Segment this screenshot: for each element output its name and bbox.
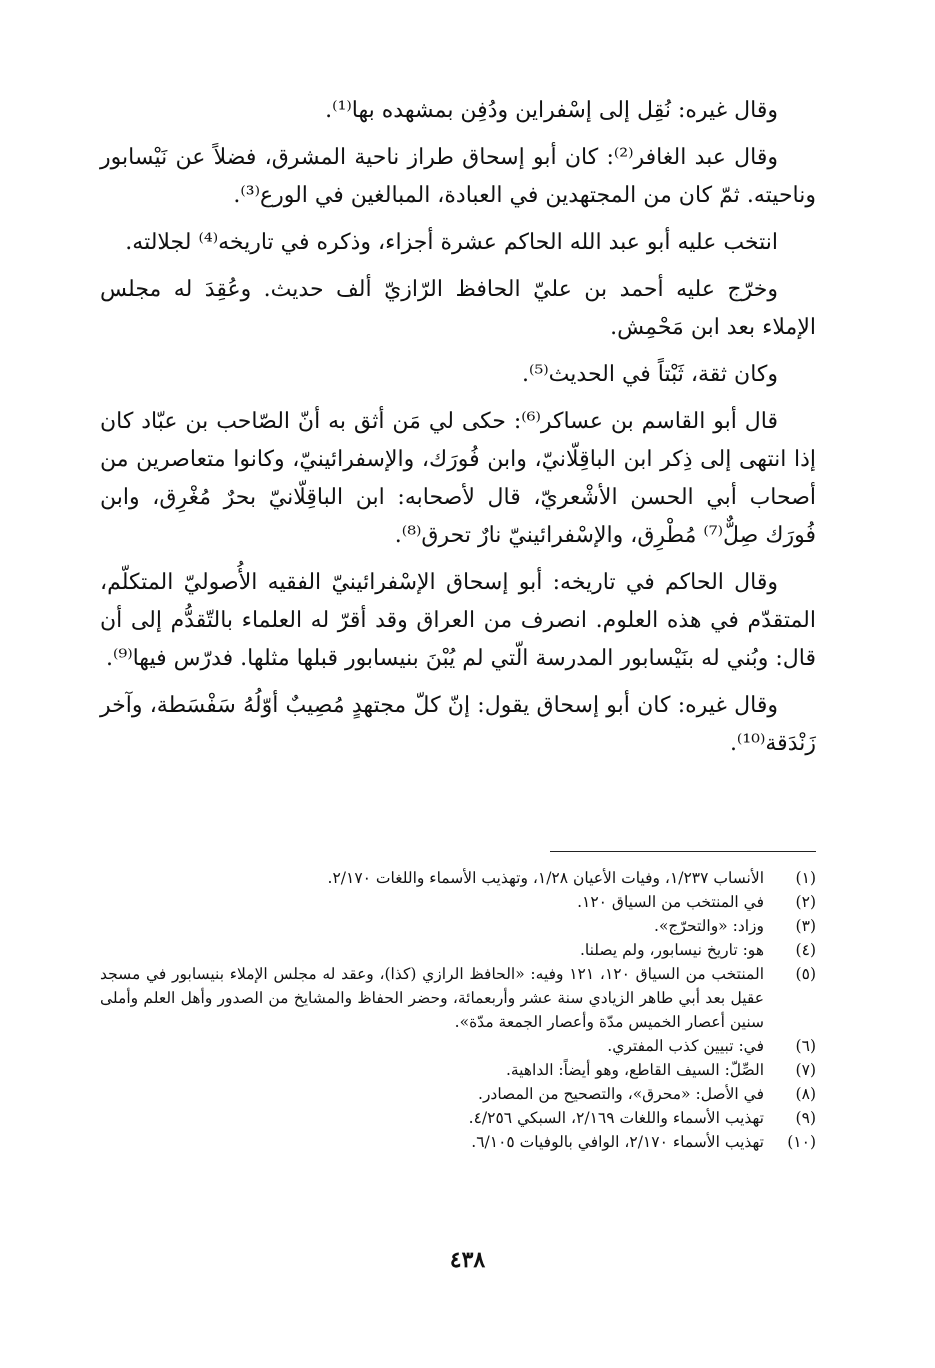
paragraph-3: انتخب عليه أبو عبد الله الحاكم عشرة أجزاء، وذكره في تاريخه⁽⁴⁾ لجلالته. xyxy=(125,230,778,255)
paragraph-7: وقال الحاكم في تاريخه: أبو إسحاق الإسْفرائينيّ الفقيه الأُصوليّ المتكلّم، المتقدّم في هذه العلوم. انصرف من العراق وقد أقرّ له العلماء بالتّقدُّم إلى أن قال: وبُني له بنَيْسابور المدرسة الّتي لم يُبْنَ بنيسابور قبلها مثلها. فدرّس فيها⁽⁹⁾. xyxy=(100,570,816,671)
footnote-text: هو: تاريخ نيسابور، ولم يصلنا. xyxy=(579,941,764,959)
footnote-8 xyxy=(100,1082,816,1106)
footnote-number: (٢) xyxy=(795,893,816,911)
main-text xyxy=(100,92,816,772)
footnote-number: (١) xyxy=(795,869,816,887)
footnote-text: الأنساب ١/٢٣٧، وفيات الأعيان ١/٢٨، وتهذيب الأسماء واللغات ٢/١٧٠. xyxy=(327,869,764,887)
footnote-text: في الأصل: «محرق»، والتصحيح من المصادر. xyxy=(478,1085,764,1103)
footnote-6 xyxy=(100,1034,816,1058)
paragraph-2: وقال عبد الغافر⁽²⁾: كان أبو إسحاق طراز ناحية المشرق، فضلاً عن نَيْسابور وناحيته. ثمّ كان من المجتهدين في العبادة، المبالغين في الورع⁽³⁾. xyxy=(100,145,816,208)
footnote-4 xyxy=(100,938,816,962)
paragraph-6: قال أبو القاسم بن عساكر⁽⁶⁾: حكى لي مَن أثق به أنّ الصّاحب بن عبّاد كان إذا انتهى إلى ذِكر ابن الباقِلّانيّ، وابن فُورَك، والإسفرائينيّ، وكانوا متعاصرين من أصحاب أبي الحسن الأشْعريّ، قال لأصحابه: ابن الباقِلّانيّ بحرٌ مُغْرِق، وابن فُورَك صِلٌّ⁽⁷⁾ مُطْرِق، والإسْفرائينيّ نارٌ تحرق⁽⁸⁾. xyxy=(100,409,816,548)
footnote-2 xyxy=(100,890,816,914)
footnote-number: (٨) xyxy=(795,1085,816,1103)
footnote-3 xyxy=(100,914,816,938)
footnote-10 xyxy=(100,1130,816,1154)
footnote-divider xyxy=(550,851,816,852)
footnote-number: (٦) xyxy=(795,1037,816,1055)
footnote-1 xyxy=(100,866,816,890)
footnote-text: تهذيب الأسماء ٢/١٧٠، الوافي بالوفيات ٦/١٠٥. xyxy=(471,1133,764,1151)
footnote-9 xyxy=(100,1106,816,1130)
footnote-text: في المنتخب من السياق ١٢٠. xyxy=(577,893,764,911)
footnote-5 xyxy=(100,962,816,1034)
footnote-number: (١٠) xyxy=(787,1133,816,1151)
paragraph-4: وخرّج عليه أحمد بن عليّ الحافظ الرّازيّ ألف حديث. وعُقِدَ له مجلس الإملاء بعد ابن مَحْمِش. xyxy=(100,277,816,340)
footnote-number: (٥) xyxy=(795,965,816,983)
footnote-text: في: تبيين كذب المفتري. xyxy=(607,1037,764,1055)
footnote-number: (٧) xyxy=(795,1061,816,1079)
footnote-7 xyxy=(100,1058,816,1082)
paragraph-1: وقال غيره: نُقِل إلى إسْفراين ودُفِن بمشهده بها⁽¹⁾. xyxy=(325,98,778,123)
footnote-text: الصِّلّ: السيف القاطع، وهو أيضاً: الداهية. xyxy=(505,1061,764,1079)
footnote-number: (٣) xyxy=(795,917,816,935)
footnote-text: المنتخب من السياق ١٢٠، ١٢١ وفيه: «الحافظ الرازي (كذا)، وعقد له مجلس الإملاء بنيسابور في مسجد عقيل بعد أبي طاهر الزيادي سنة عشر وأربعمائة، وحضر الحفاظ والمشايخ من الصدور وأهل العلم وأملى سنين أعصار الخميس مدّة وأعصار الجمعة مدّة». xyxy=(100,965,764,1031)
footnote-number: (٤) xyxy=(795,941,816,959)
footnote-text: تهذيب الأسماء واللغات ٢/١٦٩، السبكي ٤/٢٥٦. xyxy=(468,1109,764,1127)
paragraph-8: وقال غيره: كان أبو إسحاق يقول: إنّ كلّ مجتهدٍ مُصِيبٌ أوّلُهُ سَفْسَطة، وآخر زَنْدَقة⁽¹⁰⁾. xyxy=(100,693,816,756)
paragraph-5: وكان ثقة، ثَبْتاً في الحديث⁽⁵⁾. xyxy=(522,362,778,387)
footnotes xyxy=(100,866,816,1154)
footnote-number: (٩) xyxy=(795,1109,816,1127)
footnote-text: وزاد: «والتحرّج». xyxy=(654,917,764,935)
page-number: ٤٣٨ xyxy=(449,1247,486,1273)
